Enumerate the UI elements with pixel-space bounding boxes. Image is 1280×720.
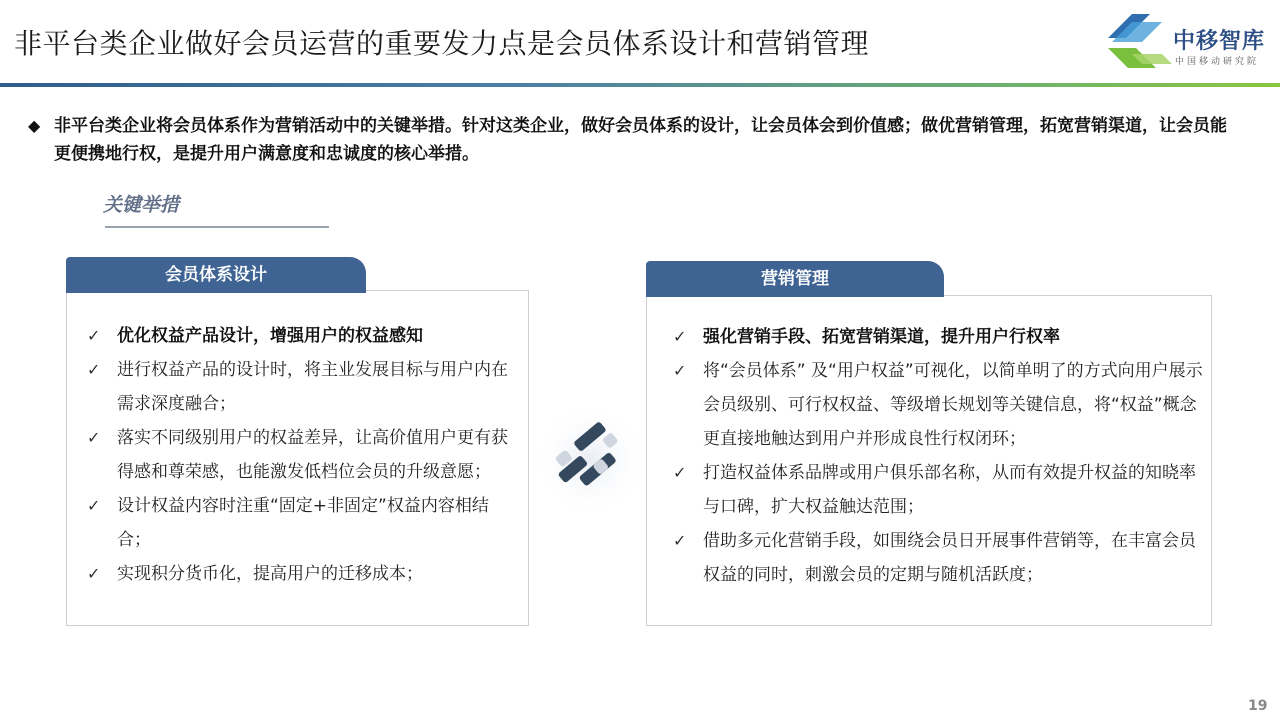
list-item-text: 实现积分货币化，提高用户的迁移成本； [117,564,423,584]
list-item [673,456,1203,524]
check-icon: ✓ [87,326,101,345]
check-icon: ✓ [673,463,687,482]
list-item [87,421,517,489]
list-item-text: 落实不同级别用户的权益差异，让高价值用户更有获得感和尊荣感，也能激发低档位会员的升级意愿； [117,428,508,482]
marketing-management-list [673,320,1203,592]
key-measures-underline [105,226,329,228]
check-icon: ✓ [673,361,687,380]
list-item-text: 强化营销手段、拓宽营销渠道，提升用户行权率 [703,327,1060,347]
list-item-text: 打造权益体系品牌或用户俱乐部名称，从而有效提升权益的知晓率与口碑，扩大权益触达范围； [703,463,1196,517]
check-icon: ✓ [87,428,101,447]
key-measures-label: 关键举措 [103,194,180,216]
logo-subtitle: 中国移动研究院 [1175,57,1260,67]
diamond-bullet-icon: ◆ [28,116,41,135]
check-icon: ✓ [87,564,101,583]
list-item [87,319,517,353]
list-item-text: 借助多元化营销手段，如围绕会员日开展事件营销等，在丰富会员权益的同时，刺激会员的定期与随机活跃度； [703,531,1196,585]
check-icon: ✓ [673,531,687,550]
intro-paragraph [28,112,1228,168]
list-item-text: 优化权益产品设计，增强用户的权益感知 [117,326,423,346]
list-item [87,489,517,557]
list-item [673,320,1203,354]
logo-name: 中移智库 [1173,29,1266,54]
check-icon: ✓ [673,327,687,346]
list-item [87,353,517,421]
marketing-management-tab: 营销管理 [646,261,944,297]
membership-design-tab: 会员体系设计 [66,257,366,293]
list-item-text: 设计权益内容时注重“固定+非固定”权益内容相结合； [117,496,489,550]
membership-design-list [87,319,517,591]
connector-icon [530,400,650,520]
list-item [673,354,1203,456]
intro-text: 非平台类企业将会员体系作为营销活动中的关键举措。针对这类企业，做好会员体系的设计，让会员体会到价值感；做优营销管理，拓宽营销渠道，让会员能更便携地行权，是提升用户满意度和忠诚度的核心举措。 [54,116,1227,164]
marketing-management-panel [646,295,1212,626]
page-title: 非平台类企业做好会员运营的重要发力点是会员体系设计和营销管理 [14,27,870,60]
check-icon: ✓ [87,360,101,379]
membership-design-panel [66,290,529,626]
check-icon: ✓ [87,496,101,515]
list-item [87,557,517,591]
list-item-text: 将“会员体系” 及“用户权益”可视化，以简单明了的方式向用户展示会员级别、可行权权益、等级增长规划等关键信息，将“权益”概念更直接地触达到用户并形成良性行权闭环； [703,361,1203,449]
list-item-text: 进行权益产品的设计时，将主业发展目标与用户内在需求深度融合； [117,360,508,414]
page-number: 19 [1248,698,1268,714]
list-item [673,524,1203,592]
title-divider [0,83,1280,87]
